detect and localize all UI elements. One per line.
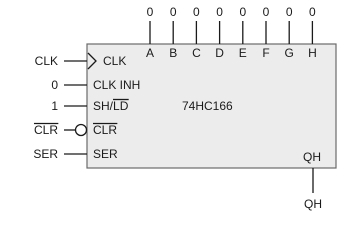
pin-g-value: 0	[285, 5, 293, 19]
pin-d-label: D	[215, 46, 224, 60]
chip-name-label: 74HC166	[182, 99, 233, 113]
clk-pin-label: CLK	[103, 54, 127, 68]
ld-pin-text: LD	[113, 99, 129, 113]
clk-inh-pin-label: CLK INH	[93, 78, 141, 92]
pin-c-label: C	[192, 46, 201, 60]
ser-input	[33, 147, 118, 161]
qh-pin-label: QH	[303, 150, 321, 164]
clr-input	[34, 123, 117, 137]
ser-signal-label: SER	[33, 147, 58, 161]
qh-output	[303, 150, 322, 211]
pin-e-value: 0	[239, 5, 247, 19]
clk-signal-label: CLK	[34, 54, 58, 68]
pin-h-value: 0	[309, 5, 316, 19]
qh-signal-label: QH	[304, 197, 322, 211]
ser-pin-label: SER	[93, 147, 118, 161]
clk-input	[35, 53, 127, 69]
pin-b-label: B	[169, 46, 178, 60]
pin-b-value: 0	[169, 5, 177, 19]
clk-inh-signal-label: 0	[51, 78, 58, 92]
clr-pin-label: CLR	[93, 123, 118, 137]
pin-g-label: G	[284, 46, 294, 60]
pin-f-label: F	[262, 46, 270, 60]
pin-e-label: E	[238, 46, 247, 60]
clk-inh-input	[51, 78, 140, 92]
pin-f-value: 0	[262, 5, 270, 19]
inversion-bubble-icon	[76, 125, 87, 136]
clr-signal-label: CLR	[33, 123, 58, 137]
pin-a-label: A	[145, 46, 155, 60]
sh-pin-text: SH/	[93, 99, 114, 113]
sh-ld-pin-label	[93, 99, 129, 113]
pin-c-value: 0	[193, 5, 200, 19]
pin-h-label: H	[308, 46, 317, 60]
pin-d-value: 0	[216, 5, 223, 19]
pin-a-value: 0	[146, 5, 154, 19]
sh-ld-signal-label: 1	[51, 99, 58, 113]
